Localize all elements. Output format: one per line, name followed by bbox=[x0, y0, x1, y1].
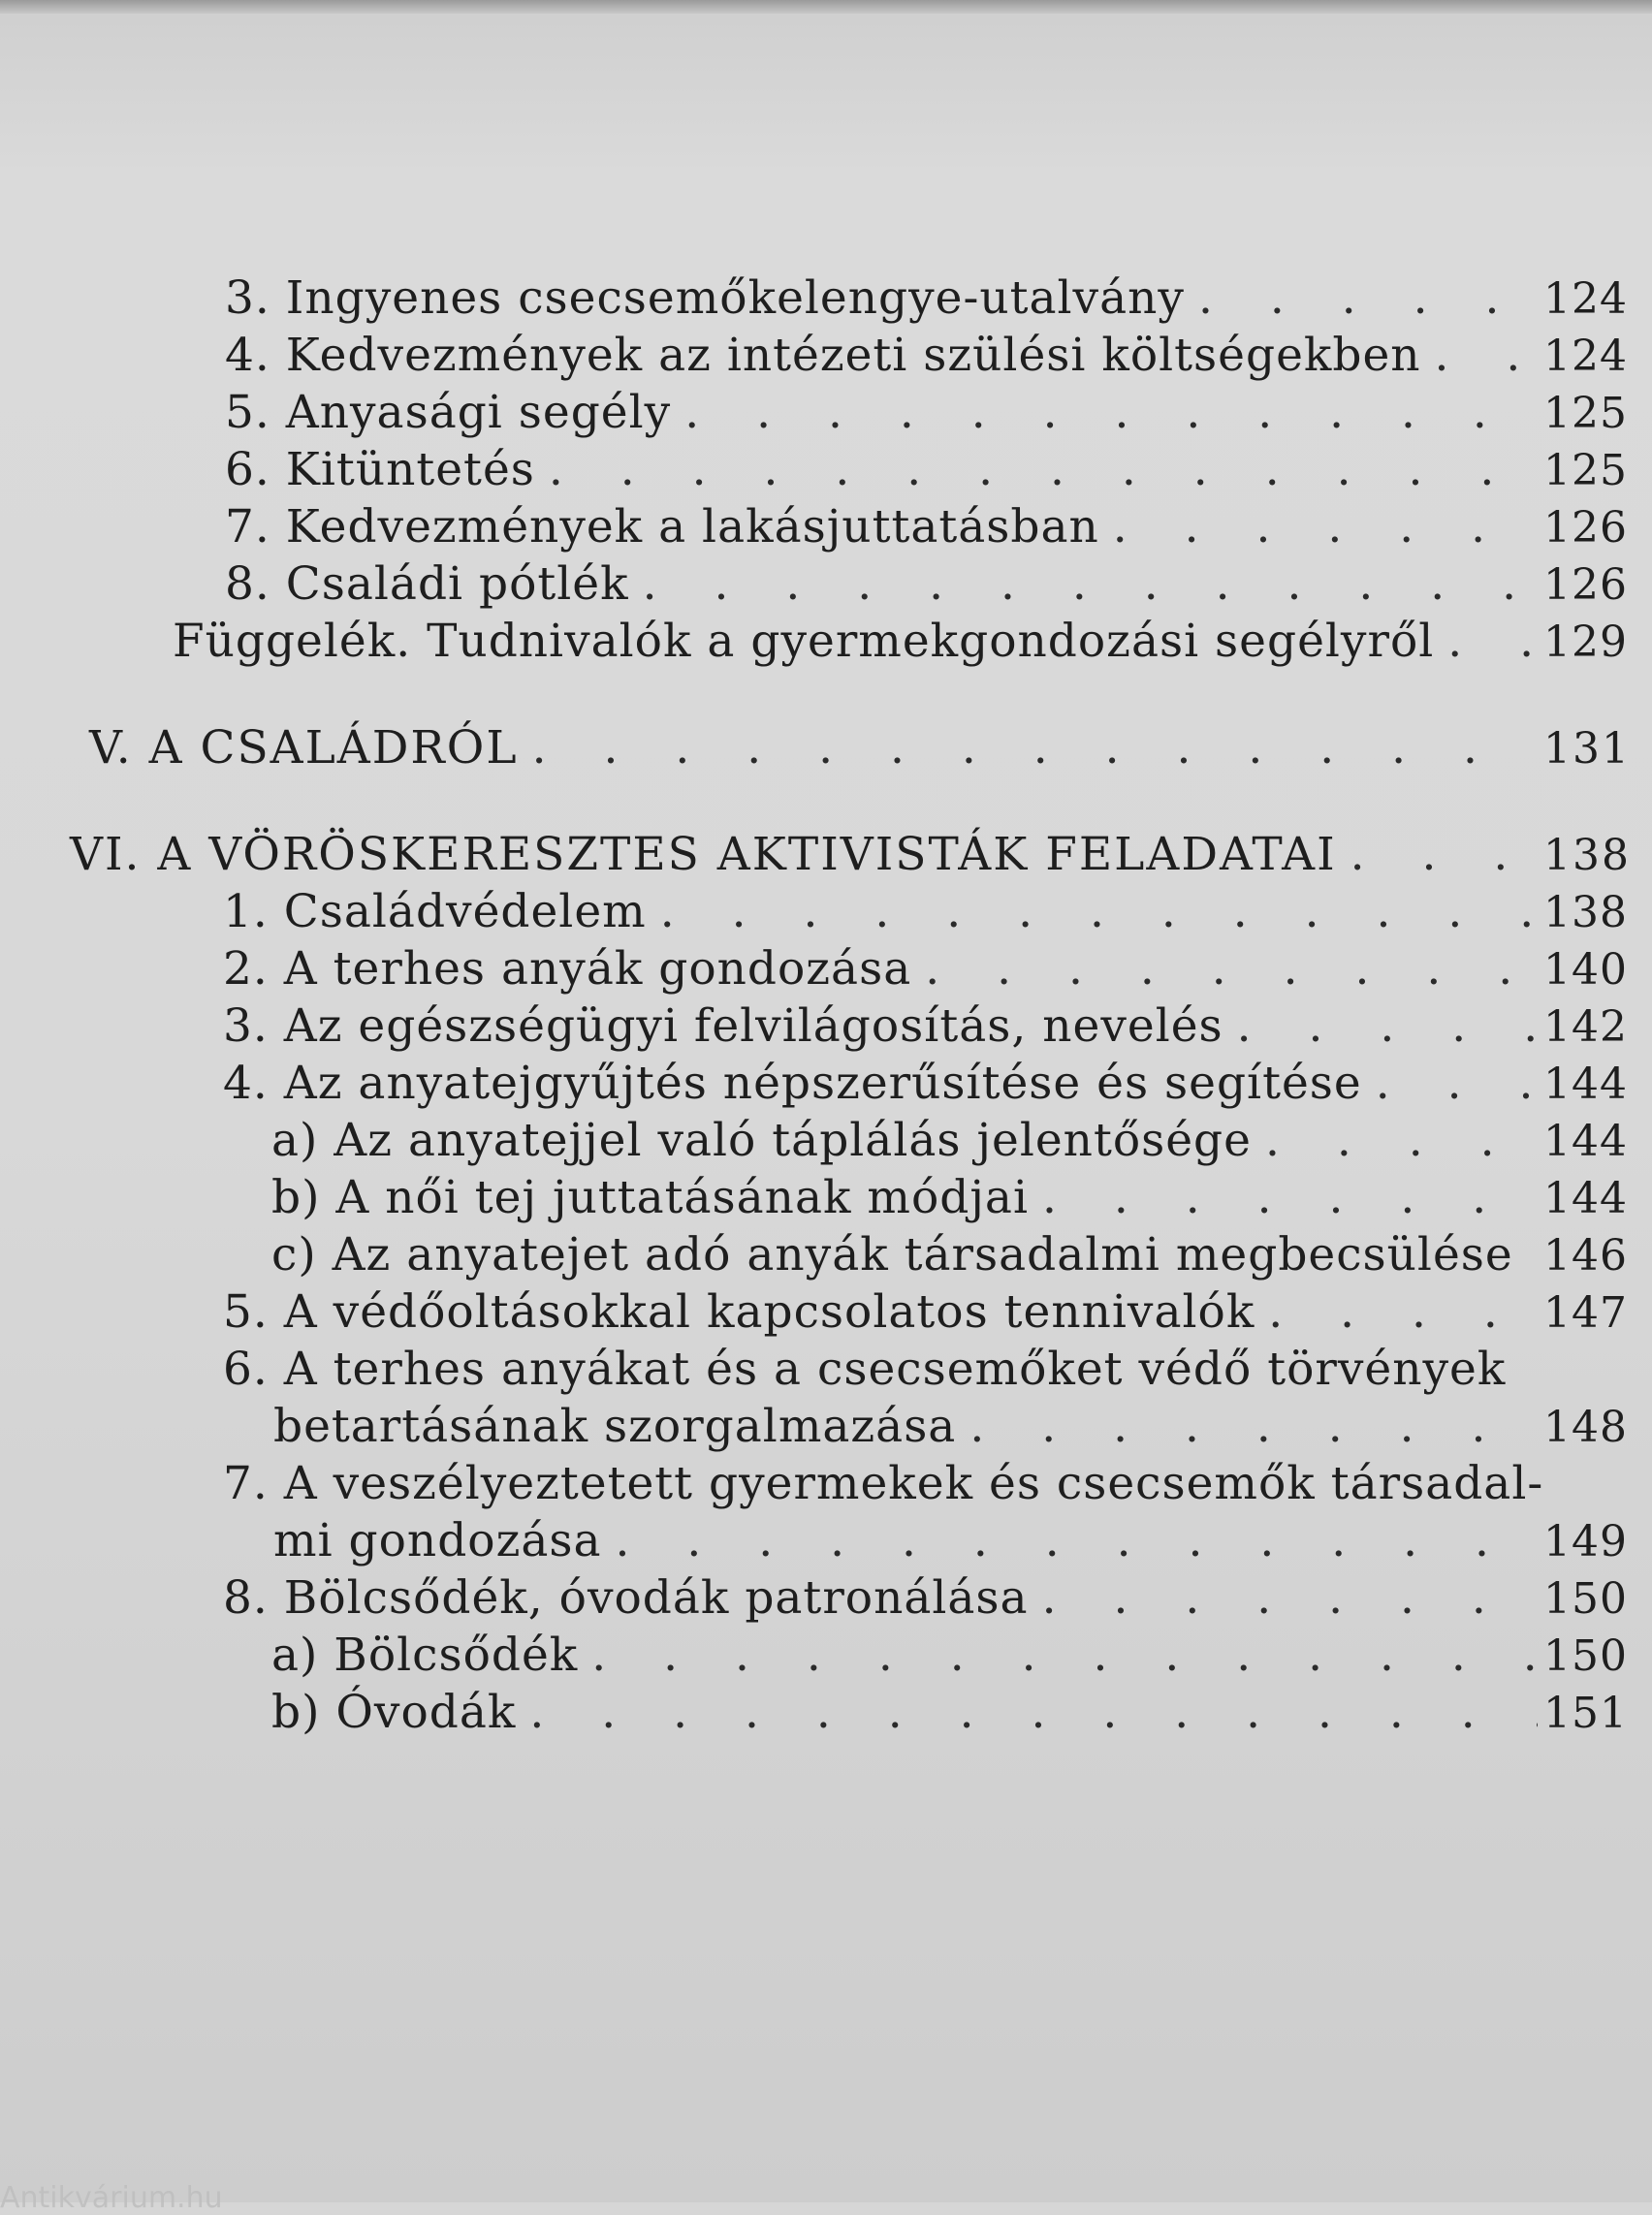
toc-entry-label: 4. Kedvezmények az intézeti szülési költségekben bbox=[225, 329, 1421, 382]
toc-entry bbox=[223, 940, 1628, 998]
dot-leader bbox=[1350, 826, 1538, 884]
dot-leader bbox=[549, 441, 1538, 499]
toc-entry-page: 150 bbox=[1543, 1631, 1628, 1681]
dot-leader bbox=[660, 883, 1538, 941]
toc-entry-label: a) Az anyatejjel való táplálás jelentősége bbox=[271, 1114, 1252, 1167]
toc-entry-label: Függelék. Tudnivalók a gyermekgondozási segélyről bbox=[173, 615, 1435, 668]
toc-entry bbox=[223, 883, 1628, 941]
dot-leader bbox=[532, 719, 1538, 777]
dot-leader bbox=[1447, 613, 1538, 671]
toc-entry bbox=[225, 384, 1628, 442]
toc-entry-label: VI. A VÖRÖSKERESZTES AKTIVISTÁK FELADATAI bbox=[70, 828, 1337, 881]
watermark: Antikvárium.hu bbox=[0, 2181, 223, 2215]
toc-entry-label: 3. Az egészségügyi felvilágosítás, nevelés bbox=[223, 999, 1223, 1053]
toc-subentry bbox=[271, 1684, 1628, 1742]
toc-entry-label: 4. Az anyatejgyűjtés népszerűsítése és segítése bbox=[223, 1057, 1362, 1110]
toc-entry-page: 144 bbox=[1543, 1117, 1628, 1166]
toc-entry-page: 149 bbox=[1543, 1517, 1628, 1566]
page-top-edge bbox=[0, 0, 1652, 14]
toc-entry-page: 142 bbox=[1543, 1002, 1628, 1052]
toc-entry bbox=[225, 555, 1628, 614]
dot-leader bbox=[684, 384, 1538, 442]
toc-entry-page: 144 bbox=[1543, 1060, 1628, 1109]
dot-leader bbox=[1268, 1283, 1538, 1342]
toc-entry bbox=[225, 327, 1628, 385]
toc-entry-page: 126 bbox=[1543, 503, 1628, 553]
toc-entry-page: 126 bbox=[1543, 560, 1628, 610]
dot-leader bbox=[1237, 997, 1538, 1056]
toc-entry-label: mi gondozása bbox=[273, 1514, 602, 1567]
toc-entry-page: 148 bbox=[1543, 1403, 1628, 1452]
toc-entry-appendix bbox=[173, 613, 1628, 671]
toc-entry-label: a) Bölcsődék bbox=[271, 1629, 579, 1682]
dot-leader bbox=[616, 1512, 1539, 1570]
toc-entry-label: 3. Ingyenes csecsemőkelengye-utalvány bbox=[225, 271, 1185, 325]
toc-entry-label: 6. A terhes anyákat és a csecsemőket védő törvények bbox=[223, 1343, 1507, 1396]
toc-entry-label: 2. A terhes anyák gondozása bbox=[223, 942, 912, 996]
toc-entry-label: 1. Családvédelem bbox=[223, 885, 647, 938]
toc-entry-first-line bbox=[223, 1455, 1621, 1513]
toc-entry-page: 150 bbox=[1543, 1574, 1628, 1624]
toc-entry-page: 129 bbox=[1543, 617, 1628, 667]
toc-entry-continuation bbox=[273, 1512, 1628, 1570]
toc-entry-page: 125 bbox=[1543, 446, 1628, 495]
toc-entry bbox=[225, 498, 1628, 556]
toc-entry bbox=[225, 269, 1628, 328]
toc-entry bbox=[225, 441, 1628, 499]
toc-entry-page: 138 bbox=[1543, 831, 1631, 880]
dot-leader bbox=[1435, 327, 1538, 385]
toc-entry-label: betartásának szorgalmazása bbox=[273, 1400, 957, 1453]
toc-entry bbox=[223, 1283, 1628, 1342]
toc-entry-label: c) Az anyatejet adó anyák társadalmi megbecsülése bbox=[271, 1228, 1513, 1282]
toc-entry-label: V. A CSALÁDRÓL bbox=[89, 721, 519, 775]
toc-entry bbox=[223, 1569, 1628, 1628]
toc-entry-page: 146 bbox=[1543, 1231, 1628, 1281]
toc-entry-label: 6. Kitüntetés bbox=[225, 443, 535, 496]
toc-subentry bbox=[271, 1112, 1628, 1170]
toc-entry-page: 131 bbox=[1543, 724, 1631, 774]
toc-entry-page: 147 bbox=[1543, 1288, 1628, 1338]
dot-leader bbox=[1265, 1112, 1538, 1170]
toc-entry-label: 5. A védőoltásokkal kapcsolatos tennivalók bbox=[223, 1285, 1255, 1339]
dot-leader bbox=[969, 1398, 1538, 1456]
toc-entry-page: 125 bbox=[1543, 389, 1628, 438]
toc-subentry bbox=[271, 1169, 1628, 1227]
toc-entry-label: b) Óvodák bbox=[271, 1686, 517, 1739]
toc-chapter-heading bbox=[70, 826, 1631, 884]
dot-leader bbox=[1376, 1055, 1538, 1113]
toc-chapter-heading bbox=[89, 719, 1631, 777]
toc-entry-label: b) A női tej juttatásának módjai bbox=[271, 1171, 1029, 1224]
dot-leader bbox=[591, 1627, 1538, 1685]
toc-entry-page: 144 bbox=[1543, 1174, 1628, 1223]
dot-leader bbox=[529, 1684, 1538, 1742]
toc-entry-page: 140 bbox=[1543, 945, 1628, 995]
toc-entry-label: 8. Családi pótlék bbox=[225, 557, 629, 611]
dot-leader bbox=[1042, 1169, 1538, 1227]
toc-entry-label: 7. A veszélyeztetett gyermekek és csecsemők társadal- bbox=[223, 1457, 1544, 1510]
toc-entry-page: 124 bbox=[1543, 332, 1628, 381]
dot-leader bbox=[1113, 498, 1538, 556]
dot-leader bbox=[925, 940, 1538, 998]
toc-entry-continuation bbox=[273, 1398, 1628, 1456]
toc-entry bbox=[223, 997, 1628, 1056]
dot-leader bbox=[1042, 1569, 1538, 1628]
toc-entry-label: 7. Kedvezmények a lakásjuttatásban bbox=[225, 500, 1099, 554]
toc-entry-page: 124 bbox=[1543, 274, 1628, 324]
toc-entry bbox=[223, 1055, 1628, 1113]
toc-entry-first-line bbox=[223, 1341, 1621, 1399]
toc-entry-page: 151 bbox=[1543, 1689, 1628, 1738]
dot-leader bbox=[1198, 269, 1538, 328]
toc-subentry bbox=[271, 1226, 1628, 1284]
toc-entry-label: 5. Anyasági segély bbox=[225, 386, 672, 439]
toc-subentry bbox=[271, 1627, 1628, 1685]
toc-entry-label: 8. Bölcsődék, óvodák patronálása bbox=[223, 1571, 1029, 1625]
dot-leader bbox=[643, 555, 1538, 614]
toc-entry-page: 138 bbox=[1543, 888, 1628, 937]
